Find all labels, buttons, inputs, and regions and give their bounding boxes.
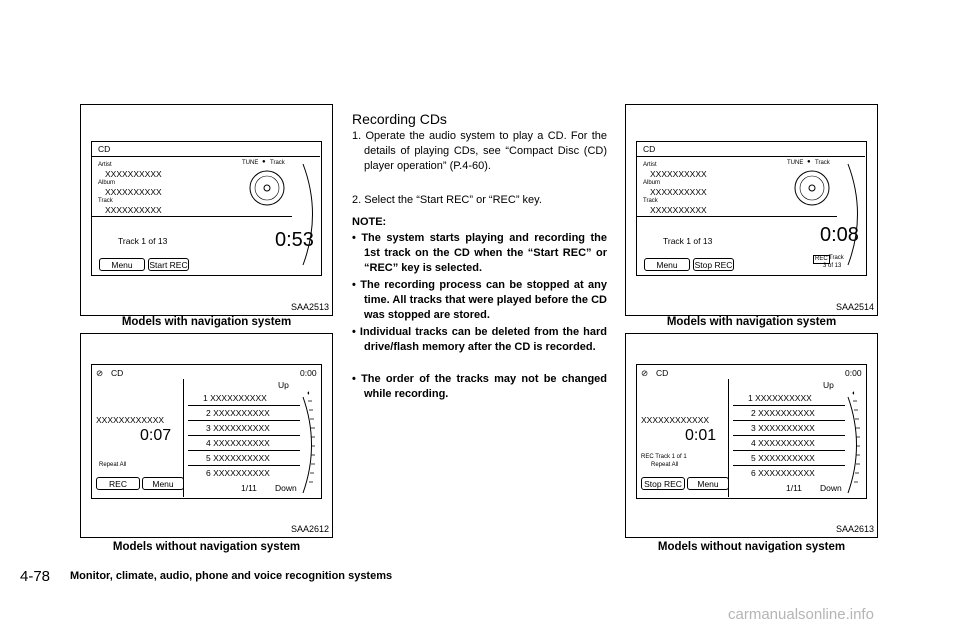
section-footer: Monitor, climate, audio, phone and voice recognition systems	[70, 570, 393, 582]
note-bullet	[352, 278, 607, 323]
scroll-icon: ◐	[852, 390, 857, 397]
row-divider	[188, 420, 300, 421]
figure-code: SAA2613	[835, 524, 874, 534]
stop-rec-button[interactable]: Stop REC	[641, 477, 685, 490]
menu-button[interactable]: Menu	[99, 258, 145, 271]
row-divider	[733, 435, 845, 436]
start-rec-button[interactable]: Start REC	[149, 260, 188, 270]
track-value: XXXXXXXXXX	[105, 205, 162, 215]
step-1-text: 1. Operate the audio system to play a CD. For the details of playing CDs, see “Compact Disc (CD) player operation” (P.4-60).	[352, 130, 607, 172]
divider	[637, 156, 865, 157]
page-indicator: 1/11	[241, 483, 257, 493]
note-bullet	[352, 231, 607, 276]
time-top: 0:00	[300, 368, 317, 378]
list-item[interactable]: 2 XXXXXXXXXX	[751, 408, 815, 418]
figure-caption: Models with navigation system	[666, 316, 837, 328]
figure-nav-start-rec	[80, 104, 333, 316]
list-item[interactable]: 1 XXXXXXXXXX	[203, 393, 267, 403]
source-label: CD	[643, 144, 656, 154]
tune-dot-icon: ●	[807, 159, 811, 165]
divider	[637, 216, 837, 217]
artist-value: XXXXXXXXXX	[105, 169, 162, 179]
menu-button[interactable]: Menu	[687, 477, 729, 490]
note-bullet-text: • The system starts playing and recording the 1st track on the CD when the “Start REC” or “REC” key is selected.	[352, 232, 607, 274]
source-label: CD	[98, 144, 111, 154]
list-item[interactable]: 3 XXXXXXXXXX	[206, 423, 270, 433]
tune-label: TUNE	[787, 160, 804, 166]
note-bullet-text: • Individual tracks can be deleted from the hard drive/flash memory after the CD is recorded.	[352, 326, 607, 353]
album-label: Album	[643, 180, 661, 186]
track-tune-label: Track	[270, 160, 285, 166]
cd-icon: ⊘	[641, 368, 649, 378]
tune-label: TUNE	[242, 160, 259, 166]
list-item[interactable]: 6 XXXXXXXXXX	[751, 468, 815, 478]
up-button[interactable]: Up	[823, 380, 834, 390]
note-bullet-text: • The recording process can be stopped at any time. All tracks that were played before the CD was stopped are stored.	[352, 279, 607, 321]
row-divider	[188, 405, 300, 406]
figure-nav-stop-rec	[625, 104, 878, 316]
list-item[interactable]: 4 XXXXXXXXXX	[751, 438, 815, 448]
page-number: 4-78	[20, 568, 51, 585]
figure-no-nav-rec	[80, 333, 333, 538]
artist-value: XXXXXXXXXX	[650, 169, 707, 179]
track-of: Track 1 of 13	[118, 236, 168, 246]
album-label: Album	[98, 180, 116, 186]
elapsed-time: 0:07	[140, 427, 172, 444]
page-indicator: 1/11	[786, 483, 802, 493]
cd-disc-icon	[248, 169, 286, 207]
row-divider	[188, 435, 300, 436]
row-divider	[733, 465, 845, 466]
artist-label: Artist	[98, 162, 112, 168]
figure-caption: Models without navigation system	[657, 541, 846, 553]
figure-caption: Models with navigation system	[121, 316, 292, 328]
elapsed-time: 0:53	[275, 229, 314, 251]
note-bullet	[352, 325, 607, 355]
rec-button[interactable]: REC	[96, 477, 140, 490]
row-divider	[733, 450, 845, 451]
down-button[interactable]: Down	[820, 483, 842, 493]
track-label: Track	[98, 198, 113, 204]
screen	[636, 364, 867, 499]
rec-track-count: 3 of 13	[823, 263, 842, 269]
down-button[interactable]: Down	[275, 483, 297, 493]
rec-track-label: Track	[829, 255, 844, 261]
row-divider	[188, 450, 300, 451]
rec-track-status: REC Track 1 of 1	[641, 454, 687, 460]
list-item[interactable]: 5 XXXXXXXXXX	[206, 453, 270, 463]
step-2	[352, 193, 607, 208]
figure-caption: Models without navigation system	[112, 541, 301, 553]
source-label: CD	[111, 368, 124, 378]
volume-arc-icon	[845, 395, 865, 495]
row-divider	[733, 405, 845, 406]
section-title: Recording CDs	[352, 111, 447, 127]
track-tune-label: Track	[815, 160, 830, 166]
divider	[92, 156, 320, 157]
step-2-text: 2. Select the “Start REC” or “REC” key.	[352, 194, 542, 206]
menu-button[interactable]: Menu	[142, 477, 184, 490]
elapsed-time: 0:08	[820, 224, 859, 246]
rec-badge: REC	[815, 256, 828, 262]
step-1	[352, 129, 607, 174]
disc-title: XXXXXXXXXXXX	[96, 415, 165, 425]
figure-code: SAA2514	[835, 302, 874, 312]
screen	[636, 141, 867, 276]
list-item[interactable]: 6 XXXXXXXXXX	[206, 468, 270, 478]
elapsed-time: 0:01	[685, 427, 717, 444]
note-heading: NOTE:	[352, 216, 387, 228]
figure-code: SAA2513	[290, 302, 329, 312]
list-item[interactable]: 4 XXXXXXXXXX	[206, 438, 270, 448]
tune-dot-icon: ●	[262, 159, 266, 165]
time-top: 0:00	[845, 368, 862, 378]
row-divider	[188, 465, 300, 466]
artist-label: Artist	[643, 162, 657, 168]
screen	[91, 364, 322, 499]
track-of: Track 1 of 13	[663, 236, 713, 246]
note-bullet	[352, 372, 607, 402]
repeat-mode: Repeat All	[99, 462, 127, 468]
divider	[92, 216, 292, 217]
list-item[interactable]: 1 XXXXXXXXXX	[748, 393, 812, 403]
stop-rec-button[interactable]: Stop REC	[694, 260, 733, 270]
figure-no-nav-stop-rec	[625, 333, 878, 538]
note-bullet-text: • The order of the tracks may not be changed while recording.	[352, 373, 607, 400]
cd-icon: ⊘	[96, 368, 104, 378]
figure-code: SAA2612	[290, 524, 329, 534]
screen	[91, 141, 322, 276]
track-label: Track	[643, 198, 658, 204]
up-button[interactable]: Up	[278, 380, 289, 390]
cd-disc-icon	[793, 169, 831, 207]
track-value: XXXXXXXXXX	[650, 205, 707, 215]
volume-arc-icon	[300, 395, 320, 495]
album-value: XXXXXXXXXX	[650, 187, 707, 197]
watermark[interactable]: carmanualsonline.info	[728, 606, 874, 623]
album-value: XXXXXXXXXX	[105, 187, 162, 197]
row-divider	[733, 420, 845, 421]
repeat-mode: Repeat All	[651, 462, 679, 468]
menu-button[interactable]: Menu	[644, 258, 690, 271]
list-item[interactable]: 5 XXXXXXXXXX	[751, 453, 815, 463]
volume-arc-icon	[845, 162, 865, 267]
scroll-icon: ◐	[307, 390, 312, 397]
list-item[interactable]: 3 XXXXXXXXXX	[751, 423, 815, 433]
source-label: CD	[656, 368, 669, 378]
list-item[interactable]: 2 XXXXXXXXXX	[206, 408, 270, 418]
disc-title: XXXXXXXXXXXX	[641, 415, 710, 425]
